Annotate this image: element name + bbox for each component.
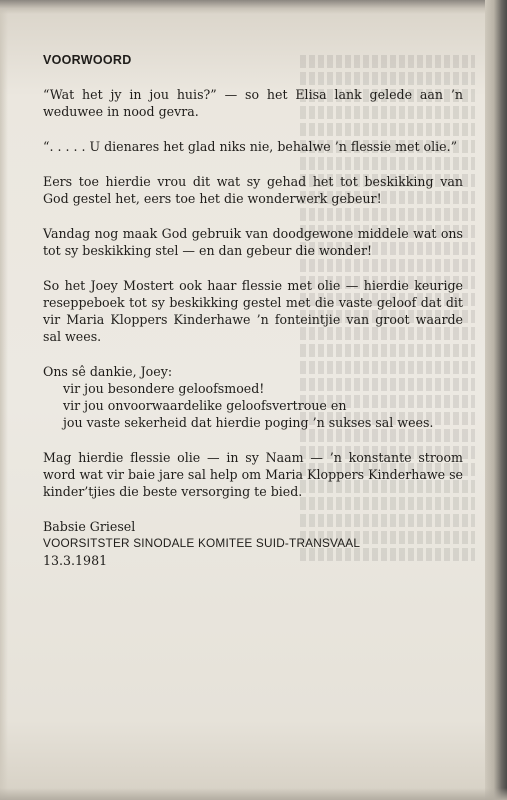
paragraph-5: So het Joey Mostert ook haar flessie met olie — hierdie keurige reseppeboek tot sy beskikking gestel met die vaste geloof dat dit vir Maria Kloppers Kinderhawe ’n fonteintjie van groot waarde sal wees. [43,278,463,344]
signatory-name: Babsie Griesel [43,519,136,534]
thanks-line: vir jou besondere geloofsmoed! [63,381,265,396]
page-edge-top-shadow [0,0,507,14]
paragraph-2: “. . . . . U dienares het glad niks nie, behalwe ’n flessie met olie.” [43,139,458,154]
closing-paragraph: Mag hierdie flessie olie — in sy Naam — ’n konstante stroom word wat vir baie jare sal help om Maria Kloppers Kinderhawe se kinder’tjies die beste versorging te bied. [43,450,463,499]
paragraph-3: Eers toe hierdie vrou dit wat sy gehad het tot beskikking van God gestel het, eers toe het die wonderwerk gebeur! [43,174,463,206]
thanks-list [43,380,463,431]
signatory-title: VOORSITSTER SINODALE KOMITEE SUID-TRANSVAAL [43,536,361,550]
thanks-line: vir jou onvoorwaardelike geloofsvertroue en [63,398,347,413]
paragraph-1: “Wat het jy in jou huis?” — so het Elisa lank gelede aan ’n weduwee in nood gevra. [43,87,463,119]
thanks-line: jou vaste sekerheid dat hierdie poging ’n sukses sal wees. [63,415,434,430]
thanks-intro: Ons sê dankie, Joey: [43,364,173,379]
foreword-text-block [43,52,463,569]
signature-date: 13.3.1981 [43,553,108,568]
thanks-section [43,363,463,431]
page-edge-left-shadow [0,0,8,800]
paragraph-4: Vandag nog maak God gebruik van doodgewone middele wat ons tot sy beskikking stel — en dan gebeur die wonder! [43,226,463,258]
page-edge-bottom-shadow [0,788,507,800]
page-edge-right-shadow [485,0,507,800]
signature-block [43,518,463,569]
page-title: VOORWOORD [43,53,132,67]
